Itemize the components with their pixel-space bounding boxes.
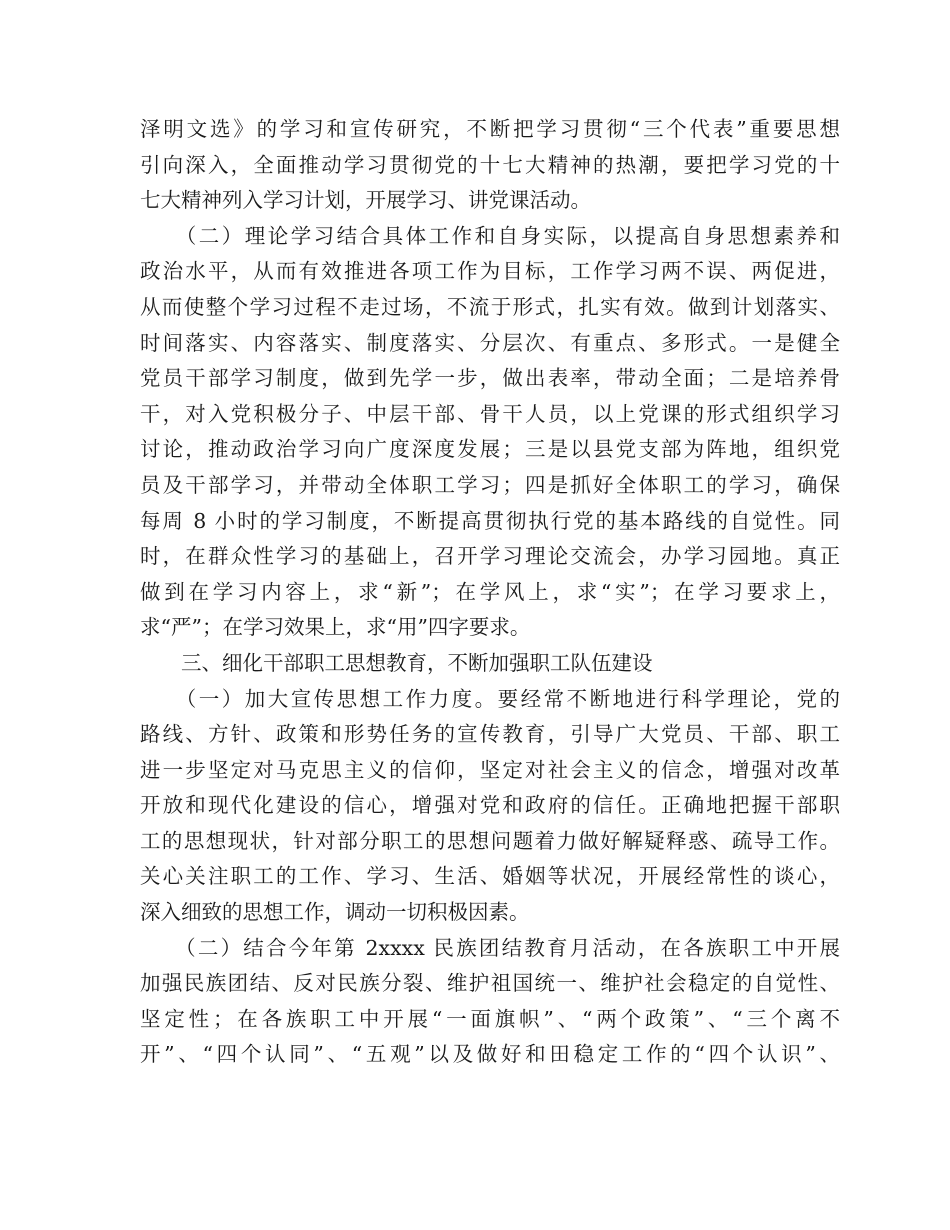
text-line: 三、细化干部职工思想教育，不断加强职工队伍建设 xyxy=(140,650,653,675)
text-line: （一）加大宣传思想工作力度。要经常不断地进行科学理论，党的 xyxy=(140,686,840,711)
text-line: 讨论，推动政治学习向广度深度发展；三是以县党支部为阵地，组织党 xyxy=(140,437,840,462)
text-line: 坚定性；在各族职工中开展“一面旗帜”、“两个政策”、“三个离不 xyxy=(140,1006,840,1031)
text-line: 时，在群众性学习的基础上，召开学习理论交流会，办学习园地。真正 xyxy=(140,544,840,569)
text-line: 关心关注职工的工作、学习、生活、婚姻等状况，开展经常性的谈心， xyxy=(140,864,840,889)
text-line: 工的思想现状，针对部分职工的思想问题着力做好解疑释惑、疏导工作。 xyxy=(140,828,840,853)
text-line: 深入细致的思想工作，调动一切积极因素。 xyxy=(140,900,530,925)
text-line: （二）结合今年第 2xxxx 民族团结教育月活动，在各族职工中开展 xyxy=(140,935,840,960)
text-line: 开放和现代化建设的信心，增强对党和政府的信任。正确地把握干部职 xyxy=(140,793,840,818)
text-line: 加强民族团结、反对民族分裂、维护祖国统一、维护社会稳定的自觉性、 xyxy=(140,971,840,996)
text-line: 员及干部学习，并带动全体职工学习；四是抓好全体职工的学习，确保 xyxy=(140,472,840,497)
text-line: 进一步坚定对马克思主义的信仰，坚定对社会主义的信念，增强对改革 xyxy=(140,757,840,782)
text-line: （二）理论学习结合具体工作和自身实际，以提高自身思想素养和 xyxy=(140,223,840,248)
text-line: 路线、方针、政策和形势任务的宣传教育，引导广大党员、干部、职工 xyxy=(140,722,840,747)
text-line: 泽明文选》的学习和宣传研究，不断把学习贯彻“三个代表”重要思想 xyxy=(140,117,840,141)
document-body xyxy=(140,112,840,1073)
text-line: 时间落实、内容落实、制度落实、分层次、有重点、多形式。一是健全 xyxy=(140,330,840,355)
text-line: 做到在学习内容上，求“新”；在学风上，求“实”；在学习要求上， xyxy=(140,579,840,604)
text-line: 引向深入，全面推动学习贯彻党的十七大精神的热潮，要把学习党的十 xyxy=(140,152,840,177)
text-line: 求“严”；在学习效果上，求“用”四字要求。 xyxy=(140,615,531,640)
text-line: 开”、“四个认同”、“五观”以及做好和田稳定工作的“四个认识”、 xyxy=(140,1042,840,1067)
text-line: 政治水平，从而有效推进各项工作为目标，工作学习两不误、两促进， xyxy=(140,259,840,284)
text-line: 党员干部学习制度，做到先学一步，做出表率，带动全面；二是培养骨 xyxy=(140,366,840,391)
text-line: 干，对入党积极分子、中层干部、骨干人员，以上党课的形式组织学习 xyxy=(140,401,840,426)
text-line: 每周 8 小时的学习制度，不断提高贯彻执行党的基本路线的自觉性。同 xyxy=(140,508,840,533)
text-line: 从而使整个学习过程不走过场，不流于形式，扎实有效。做到计划落实、 xyxy=(140,294,840,319)
text-line: 七大精神列入学习计划，开展学习、讲党课活动。 xyxy=(140,188,591,213)
